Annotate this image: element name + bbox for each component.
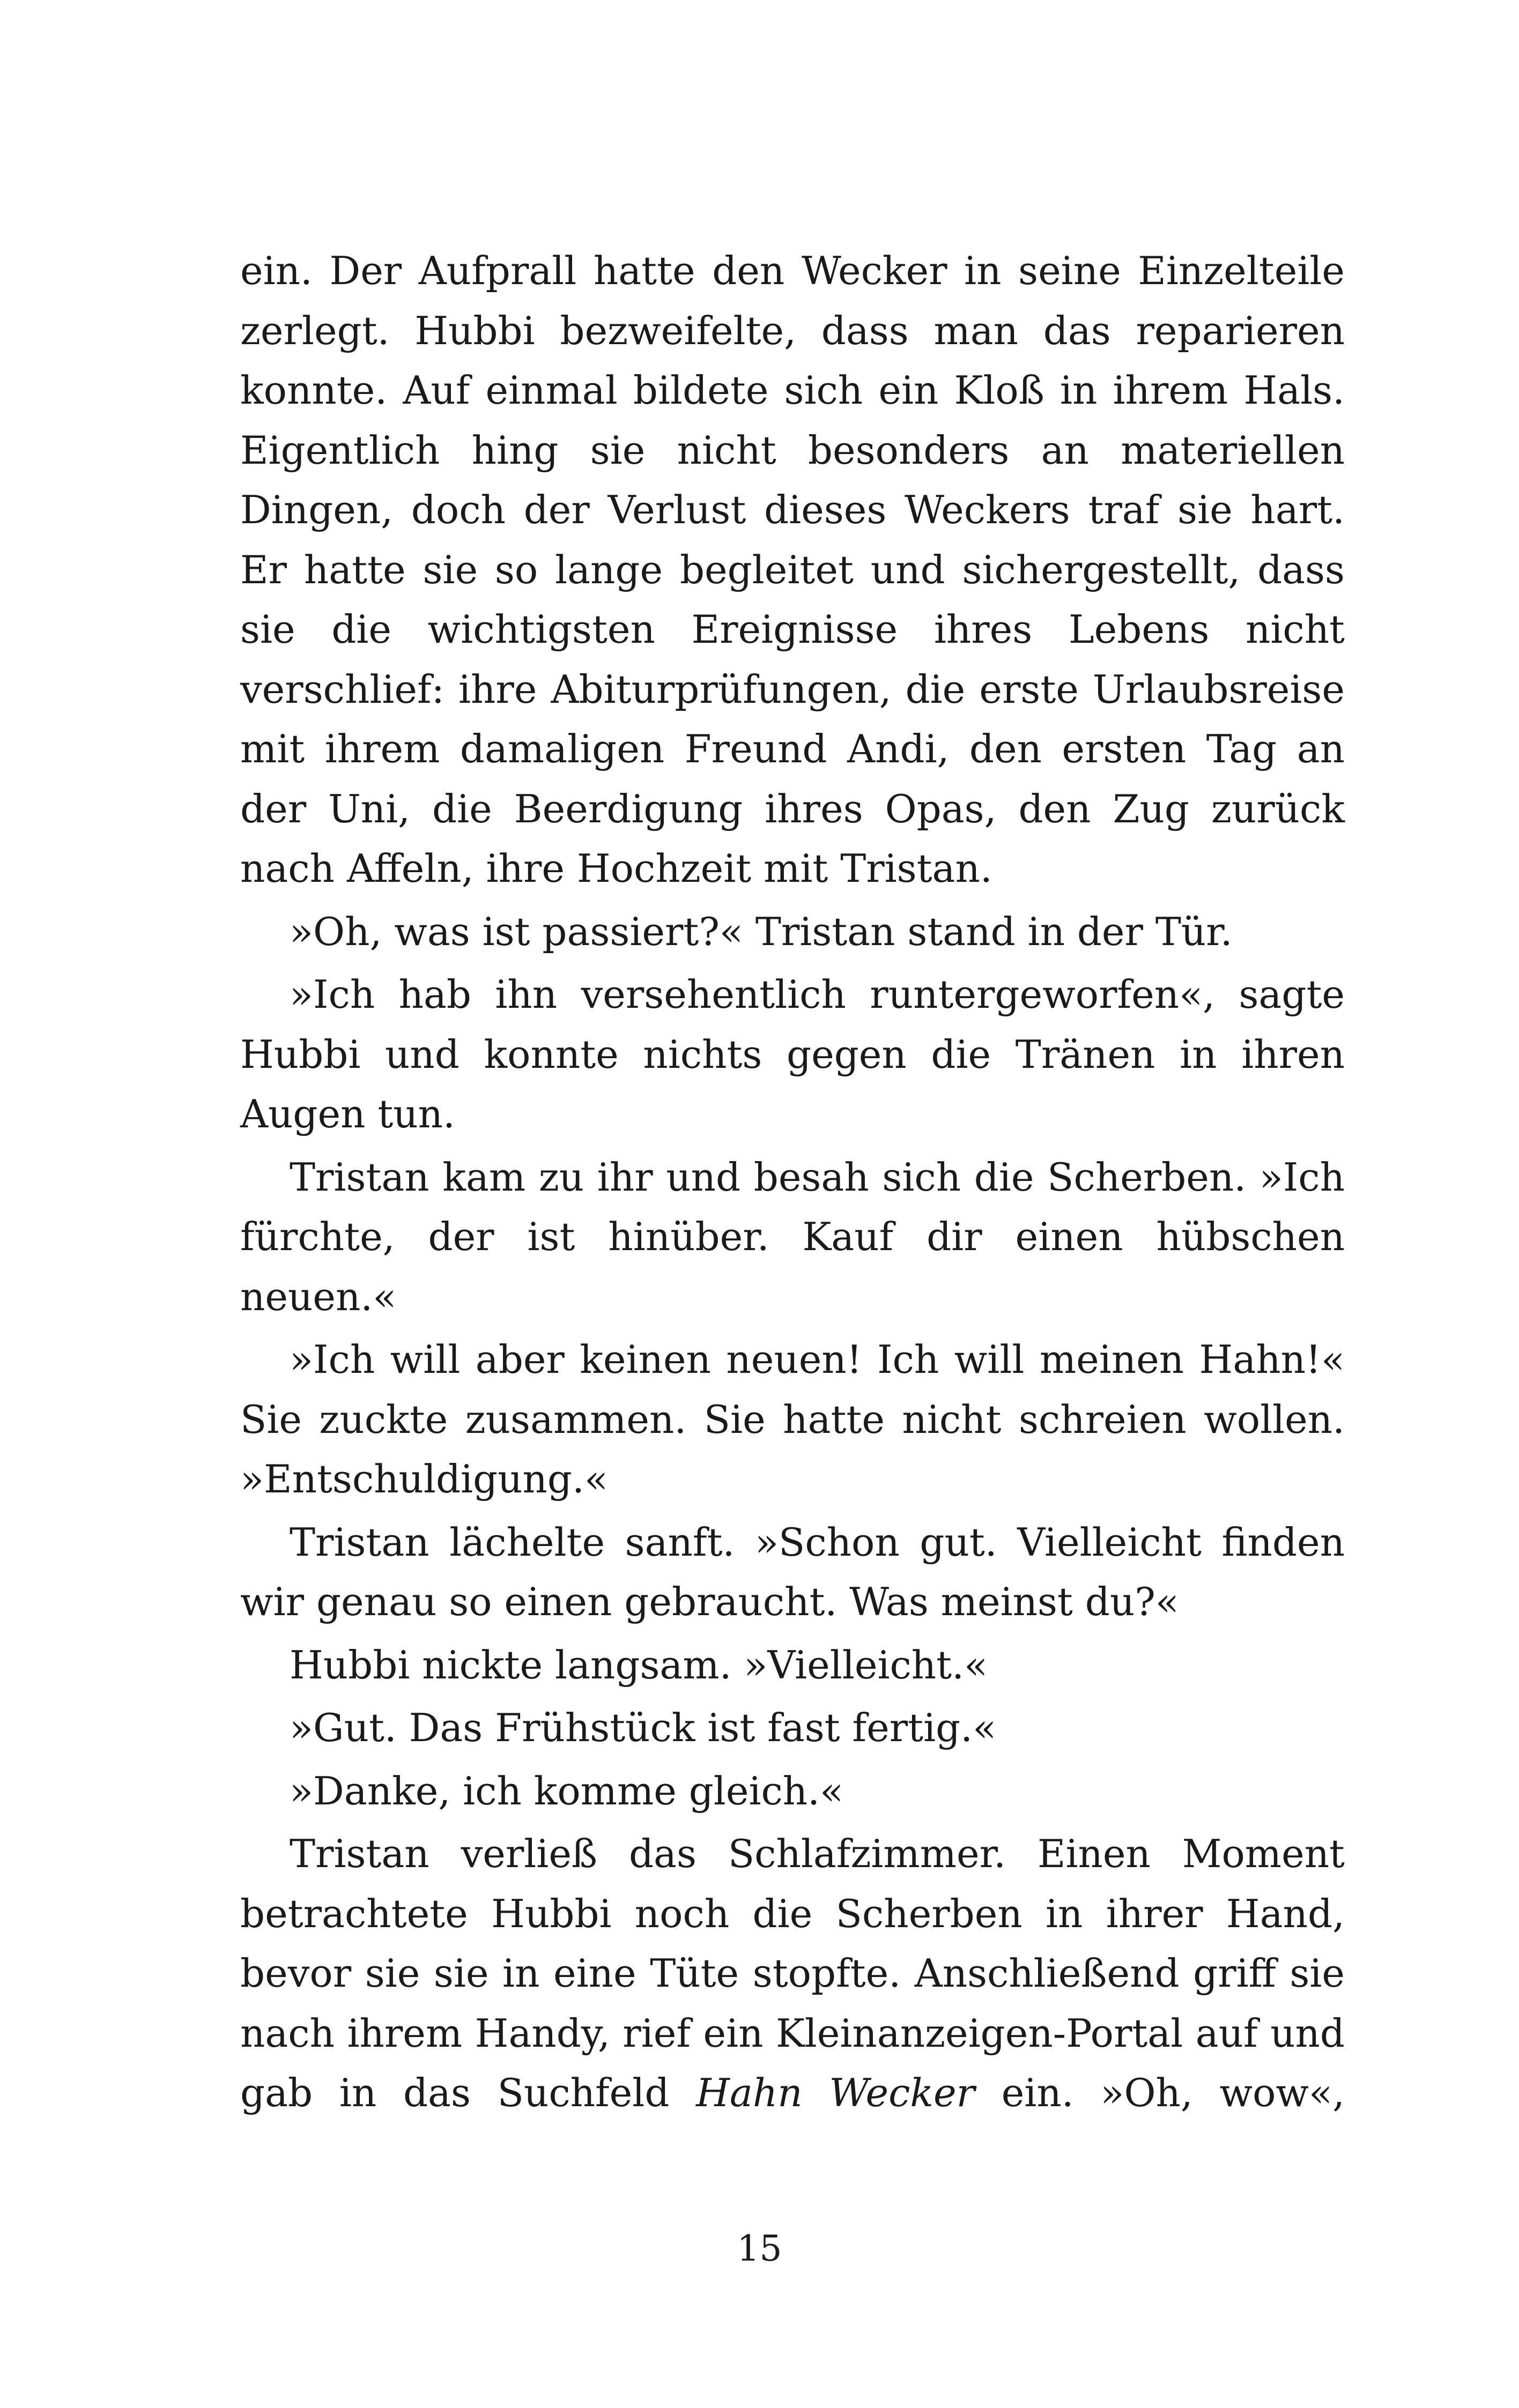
paragraph-10 — [240, 1824, 1345, 2123]
paragraph-8: »Gut. Das Frühstück ist fast fertig.« — [290, 1705, 997, 1750]
paragraph-10-text-before: Tristan verließ das Schlafzimmer. Einen Moment betrachtete Hubbi noch die Scherben in ihrer Hand, bevor sie sie in eine Tüte stopfte. Anschließend griff sie nach ihrem Handy, rief ein Kleinanzeigen-Portal auf und gab in das Suchfeld — [240, 1831, 1345, 2115]
paragraph-9: »Danke, ich komme gleich.« — [290, 1768, 844, 1814]
paragraph-10-text-after: ein. »Oh, wow«, — [975, 2070, 1345, 2115]
paragraph-6: Tristan lächelte sanft. »Schon gut. Vielleicht finden wir genau so einen gebraucht. Was meinst du?« — [240, 1519, 1345, 1624]
page-number: 15 — [737, 2228, 782, 2269]
paragraph-2: »Oh, was ist passiert?« Tristan stand in der Tür. — [290, 909, 1233, 954]
paragraph-1: ein. Der Aufprall hatte den Wecker in seine Einzelteile zerlegt. Hubbi bezweifelte, dass man das reparieren konnte. Auf einmal bildete sich ein Kloß in ihrem Hals. Eigentlich hing sie nicht besonders an materiellen Dingen, doch der Verlust dieses Weckers traf sie hart. Er hatte sie so lange begleitet und sichergestellt, dass sie die wichtigsten Ereignisse ihres Lebens nicht verschlief: ihre Abiturprüfungen, die erste Urlaubsreise mit ihrem damaligen Freund Andi, den ersten Tag an der Uni, die Beerdigung ihres Opas, den Zug zurück nach Affeln, ihre Hochzeit mit Tristan. — [240, 248, 1345, 891]
paragraph-7: Hubbi nickte langsam. »Vielleicht.« — [290, 1642, 988, 1688]
paragraph-3: »Ich hab ihn versehentlich runtergeworfen«, sagte Hubbi und konnte nichts gegen die Tränen in ihren Augen tun. — [240, 972, 1345, 1136]
paragraph-5: »Ich will aber keinen neuen! Ich will meinen Hahn!« Sie zuckte zusammen. Sie hatte nicht schreien wollen. »Entschuldigung.« — [240, 1337, 1345, 1502]
body-text — [240, 241, 1345, 2127]
paragraph-10-italic-text: Hahn Wecker — [696, 2070, 975, 2115]
paragraph-4: Tristan kam zu ihr und besah sich die Scherben. »Ich fürchte, der ist hinüber. Kauf dir einen hübschen neuen.« — [240, 1154, 1345, 1319]
